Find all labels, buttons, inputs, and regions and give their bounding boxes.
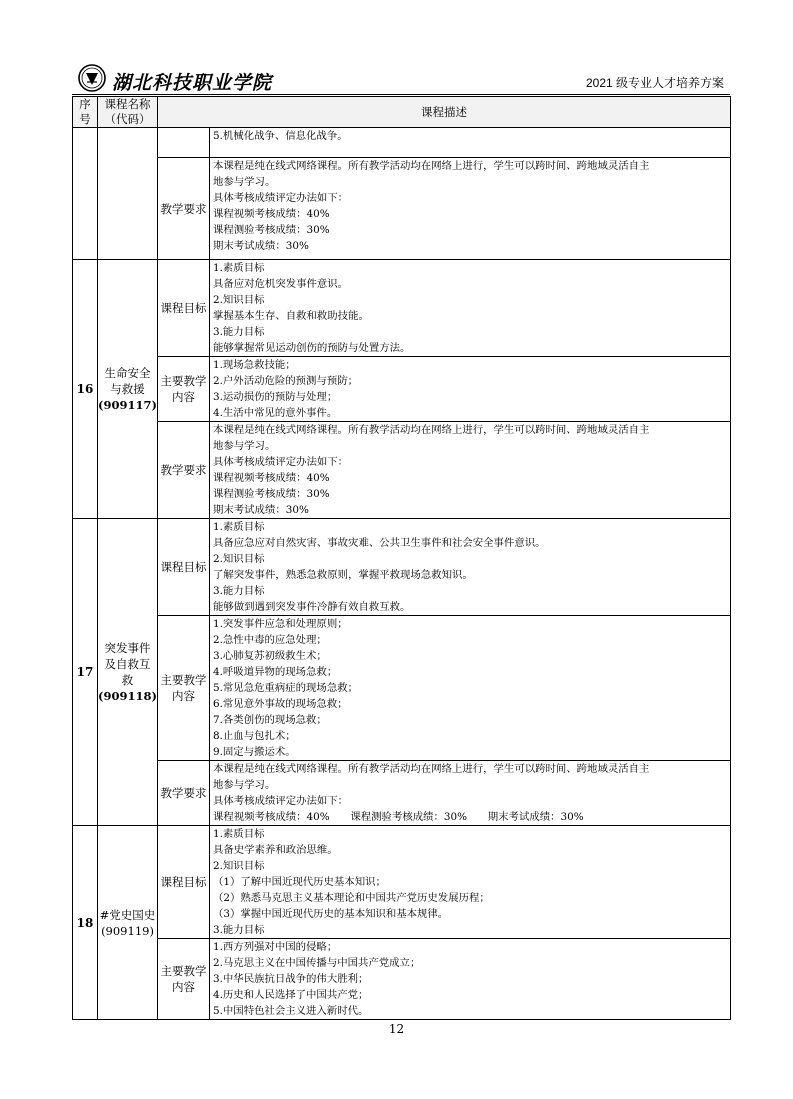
school-name: 湖北科技职业学院 xyxy=(112,72,273,94)
seq-header-line2: 号 xyxy=(79,112,91,126)
table-row xyxy=(73,826,731,939)
content-line: 4.生活中常见的意外事件。 xyxy=(213,407,338,419)
content-line: 期末考试成绩：30% xyxy=(213,504,309,516)
name-cell-cont xyxy=(98,128,158,260)
plan-title: 2021 级专业人才培养方案 xyxy=(585,76,724,90)
content-cell xyxy=(210,158,731,260)
content-line: 1.素质目标 xyxy=(213,262,265,274)
content-line: 5.中国特色社会主义进入新时代。 xyxy=(213,1005,369,1017)
content-line: 地参与学习。 xyxy=(213,779,276,791)
content-line: 6.常见意外事故的现场急救； xyxy=(213,698,348,710)
course-name-line: 突发事件 xyxy=(104,641,151,655)
course-number: 18 xyxy=(73,826,98,1020)
content-line: 4.呼吸道异物的现场急救； xyxy=(213,666,338,678)
course-code: (909119) xyxy=(101,923,154,938)
table-row xyxy=(73,128,731,158)
table-row xyxy=(73,519,731,616)
content-cell xyxy=(210,519,731,616)
name-header-line1: 课程名称 xyxy=(104,97,151,111)
content-line: 9.固定与搬运术。 xyxy=(213,746,296,758)
course-number: 17 xyxy=(73,519,98,826)
table-row xyxy=(73,158,731,260)
section-label-content xyxy=(158,357,210,422)
section-label-requirements: 教学要求 xyxy=(158,158,210,260)
table-row xyxy=(73,357,731,422)
content-line: 能够掌握常见运动创伤的预防与处置方法。 xyxy=(213,342,411,354)
content-line: 2.马克思主义在中国传播与中国共产党成立； xyxy=(213,957,421,969)
content-line: 5.机械化战争、信息化战争。 xyxy=(213,130,348,142)
school-logo-icon xyxy=(78,64,106,92)
section-label-requirements: 教学要求 xyxy=(158,422,210,519)
content-line: 3.运动损伤的预防与处理； xyxy=(213,391,338,403)
content-line: 5.常见急危重病症的现场急救； xyxy=(213,682,358,694)
content-line: 2.知识目标 xyxy=(213,294,265,306)
table-header-row xyxy=(73,97,731,128)
content-line: 3.能力目标 xyxy=(213,585,265,597)
table-row xyxy=(73,761,731,826)
page-header xyxy=(72,64,730,95)
course-name-line: #党史国史 xyxy=(99,907,156,922)
course-name-line: 及自救互 xyxy=(104,657,151,671)
content-line: 课程测验考核成绩：30% xyxy=(213,488,330,500)
content-line: （3）掌握中国近现代历史的基本知识和基本规律。 xyxy=(213,908,449,920)
section-label-goals: 课程目标 xyxy=(158,260,210,357)
content-line: 1.素质目标 xyxy=(213,521,265,533)
section-label-content xyxy=(158,939,210,1020)
course-desc-header: 课程描述 xyxy=(158,97,731,128)
content-line: 1.素质目标 xyxy=(213,828,265,840)
content-line: 课程视频考核成绩：40% xyxy=(213,472,330,484)
section-label-line: 内容 xyxy=(172,689,195,703)
content-line: 4.历史和人民选择了中国共产党； xyxy=(213,989,369,1001)
content-line: 具备史学素养和政治思维。 xyxy=(213,844,338,856)
content-line: 7.各类创伤的现场急救； xyxy=(213,714,327,726)
content-line: 具备应急应对自然灾害、事故灾难、公共卫生事件和社会安全事件意识。 xyxy=(213,537,546,549)
section-label-line: 内容 xyxy=(172,390,195,404)
seq-cell-cont xyxy=(73,128,98,260)
content-line: （1）了解中国近现代历史基本知识； xyxy=(213,876,386,888)
section-label-content xyxy=(158,616,210,761)
course-code: (909118) xyxy=(98,689,157,703)
content-line: 1.西方列强对中国的侵略； xyxy=(213,941,338,953)
content-line: 本课程是纯在线式网络课程。所有教学活动均在网络上进行，学生可以跨时间、跨地域灵活自主 xyxy=(213,424,650,436)
content-line: 2.知识目标 xyxy=(213,860,265,872)
content-line: 具体考核成绩评定办法如下： xyxy=(213,456,349,468)
content-line: 具体考核成绩评定办法如下： xyxy=(213,192,349,204)
course-name-cell xyxy=(98,826,158,1020)
content-line: 了解突发事件，熟悉急救原则，掌握平救现场急救知识。 xyxy=(213,569,473,581)
content-line: 地参与学习。 xyxy=(213,440,276,452)
content-cell xyxy=(210,761,731,826)
content-line: 课程测验考核成绩：30% xyxy=(213,224,330,236)
section-label-line: 内容 xyxy=(172,980,195,994)
course-code: (909117) xyxy=(98,398,157,412)
content-line: 8.止血与包扎术； xyxy=(213,730,296,742)
section-label-line: 主要教学 xyxy=(160,374,207,388)
content-line: 课程视频考核成绩：40% 课程测验考核成绩：30% 期末考试成绩：30% xyxy=(213,811,584,823)
name-header-line2: （代码） xyxy=(104,112,151,126)
section-label-line: 主要教学 xyxy=(160,673,207,687)
content-cell xyxy=(210,422,731,519)
content-cell xyxy=(210,357,731,422)
content-line: 本课程是纯在线式网络课程。所有教学活动均在网络上进行，学生可以跨时间、跨地域灵活自主 xyxy=(213,160,650,172)
table-row xyxy=(73,939,731,1020)
course-number: 16 xyxy=(73,260,98,519)
content-line: 具备应对危机突发事件意识。 xyxy=(213,278,349,290)
course-name-header xyxy=(98,97,158,128)
content-line: 2.知识目标 xyxy=(213,553,265,565)
content-line: 2.急性中毒的应急处理； xyxy=(213,634,327,646)
table-row xyxy=(73,260,731,357)
course-name-line: 与救援 xyxy=(110,382,145,396)
content-line: 1.现场急救技能； xyxy=(213,359,296,371)
course-name-line: 生命安全 xyxy=(104,366,151,380)
section-cell-empty xyxy=(158,128,210,158)
content-line: 1.突发事件应急和处理原则； xyxy=(213,618,348,630)
table-row xyxy=(73,616,731,761)
content-line: 3.能力目标 xyxy=(213,924,265,936)
content-cell xyxy=(210,128,731,158)
content-line: 3.能力目标 xyxy=(213,326,265,338)
content-line: 本课程是纯在线式网络课程。所有教学活动均在网络上进行，学生可以跨时间、跨地域灵活自主 xyxy=(213,763,650,775)
content-line: 期末考试成绩：30% xyxy=(213,240,309,252)
section-label-requirements: 教学要求 xyxy=(158,761,210,826)
content-cell xyxy=(210,826,731,939)
table-row xyxy=(73,422,731,519)
content-line: 2.户外活动危险的预测与预防； xyxy=(213,375,358,387)
course-name-cell xyxy=(98,260,158,519)
course-name-line: 救 xyxy=(121,673,134,687)
course-name-cell xyxy=(98,519,158,826)
seq-header xyxy=(73,97,98,128)
content-line: 地参与学习。 xyxy=(213,176,276,188)
section-label-line: 主要教学 xyxy=(160,964,207,978)
content-line: 课程视频考核成绩：40% xyxy=(213,208,330,220)
course-table xyxy=(72,96,731,1020)
page-number: 12 xyxy=(388,1022,405,1036)
content-cell xyxy=(210,616,731,761)
content-line: 具体考核成绩评定办法如下： xyxy=(213,795,349,807)
content-line: 掌握基本生存、自救和救助技能。 xyxy=(213,310,369,322)
section-label-goals: 课程目标 xyxy=(158,519,210,616)
seq-header-line1: 序 xyxy=(79,97,91,111)
content-cell xyxy=(210,260,731,357)
section-label-goals: 课程目标 xyxy=(158,826,210,939)
content-line: 3.中华民族抗日战争的伟大胜利； xyxy=(213,973,369,985)
content-line: 3.心肺复苏初级救生术； xyxy=(213,650,327,662)
content-line: 能够做到遇到突发事件冷静有效自救互救。 xyxy=(213,601,411,613)
content-cell xyxy=(210,939,731,1020)
content-line: （2）熟悉马克思主义基本理论和中国共产党历史发展历程； xyxy=(213,892,490,904)
